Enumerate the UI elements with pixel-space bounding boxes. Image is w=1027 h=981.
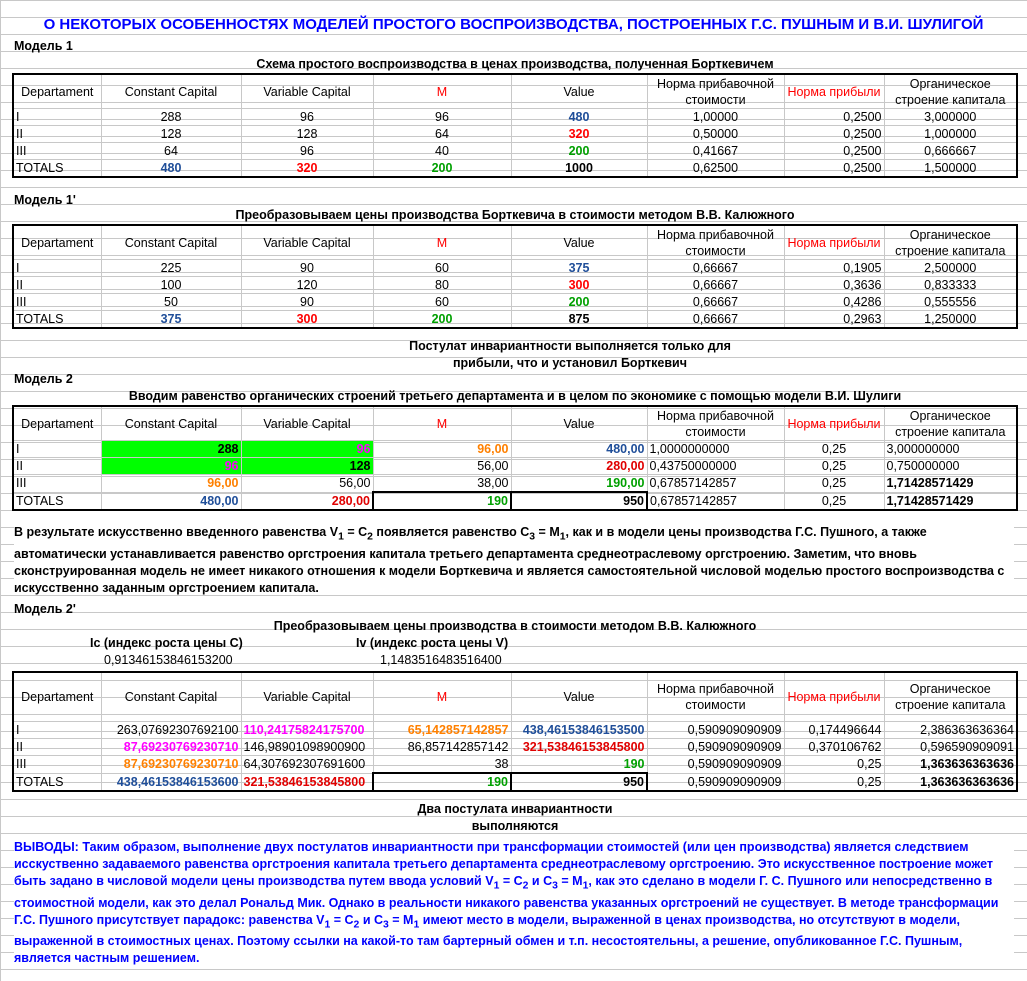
table-cell: , как это сделано в модели Г. С. Пушного или непосредственно в стоимостной модели, как это делал Рональд Мик. Однако в реальности никакого равенства указанных оргстроений не существует. В методе трансформации Г.С. Пушного присутствует парадокс: равенства V — [14, 874, 999, 927]
table-cell: 80 — [373, 277, 511, 294]
table-cell: имеют место в модели, выраженной в ценах производства, но отсутствуют в модели, выраженной в стоимостных ценах. Поэтому ссылки на какой-то там бартерный обмен и т.п. несостоятельны, а решение, опубликованное Г.С. Пушным, является частным решением. — [14, 912, 963, 965]
table-cell: 96 — [241, 109, 373, 126]
table-cell: 96,00 — [101, 475, 241, 493]
model2p-table — [12, 671, 1018, 792]
table-cell: 1,71428571429 — [884, 492, 1017, 510]
table-cell: 480,00 — [511, 441, 647, 458]
table-cell: 1 — [493, 880, 500, 892]
table-row — [13, 722, 1017, 739]
table-cell: 320 — [241, 160, 373, 178]
table-cell: 2 — [353, 919, 360, 930]
table-cell: 0,590909090909 — [647, 722, 784, 739]
table-row — [13, 739, 1017, 756]
model1p-note-2: прибыли, что и установил Борткевич — [453, 356, 687, 370]
table-row — [13, 756, 1017, 774]
table-cell: 950 — [511, 773, 647, 791]
table-cell: 288 — [101, 441, 241, 458]
table-row-totals — [13, 492, 1017, 510]
table-cell: 0,590909090909 — [647, 739, 784, 756]
table-cell: 100 — [101, 277, 241, 294]
table-cell: 0,66667 — [647, 277, 784, 294]
hdr-organic: Органическое строение капитала — [884, 406, 1017, 441]
table-cell: 65,142857142857 — [373, 722, 511, 739]
model2p-note-1: Два постулата инвариантности — [417, 802, 613, 816]
table-cell: 0,590909090909 — [647, 773, 784, 791]
table-cell: 190 — [511, 756, 647, 774]
model2p-caption: Преобразовываем цены производства в стоимости методом В.В. Калюжного — [273, 619, 757, 633]
ic-label: Ic (индекс роста цены C) — [90, 636, 243, 650]
table-cell: 0,25 — [784, 441, 884, 458]
table-cell: 0,2963 — [784, 311, 884, 329]
table-cell: 190 — [373, 492, 511, 510]
table-cell: 87,69230769230710 — [101, 739, 241, 756]
table-cell: 0,2500 — [784, 109, 884, 126]
table-cell: 96 — [101, 458, 241, 475]
model1p-label: Модель 1' — [14, 193, 76, 207]
table-cell: II — [13, 739, 101, 756]
table-cell: 200 — [511, 294, 647, 311]
table-cell: = M — [535, 525, 560, 539]
table-cell: 950 — [511, 492, 647, 510]
table-cell: 0,67857142857 — [647, 492, 784, 510]
hdr-organic: Органическое строение капитала — [884, 74, 1017, 109]
table-cell: 90 — [241, 260, 373, 277]
table-cell: 3,000000000 — [884, 441, 1017, 458]
table-row — [13, 109, 1017, 126]
iv-value: 1,1483516483516400 — [380, 653, 502, 667]
table-cell: I — [13, 722, 101, 739]
table-row-totals — [13, 311, 1017, 329]
model2-table — [12, 405, 1018, 511]
table-cell: ВЫВОДЫ: Таким образом, выполнение двух постулатов инвариантности при трансформации стоимостей (или цен производства) является следствием исскуственно задаваемого равенства оргстроения капитала третьего департамента среднеотраслевому оргстроению. Это искусственное построение может быть задано в числовой модели цены производства путем ввода условий V — [14, 840, 993, 888]
model2-label: Модель 2 — [14, 372, 73, 386]
table-cell: 128 — [241, 458, 373, 475]
table-cell: TOTALS — [13, 311, 101, 329]
table-cell: 438,46153846153500 — [511, 722, 647, 739]
table-cell: 200 — [373, 311, 511, 329]
table-cell: I — [13, 441, 101, 458]
table-cell: 480 — [511, 109, 647, 126]
table-cell: TOTALS — [13, 773, 101, 791]
table-cell: = M — [388, 912, 414, 927]
table-row — [13, 475, 1017, 493]
table-cell: 480,00 — [101, 492, 241, 510]
table-cell: III — [13, 294, 101, 311]
table-cell: 320 — [511, 126, 647, 143]
model2p-note-2: выполняются — [471, 819, 559, 833]
hdr-constant-capital: Constant Capital — [101, 406, 241, 441]
table-cell: 1 — [413, 919, 420, 930]
table-cell: 2 — [367, 531, 373, 543]
table-cell: 56,00 — [373, 458, 511, 475]
model2p-label: Модель 2' — [14, 602, 76, 616]
table-cell: 3 — [529, 531, 536, 543]
table-cell: 0,25 — [784, 492, 884, 510]
hdr-value: Value — [511, 406, 647, 441]
table-cell: 0,2500 — [784, 160, 884, 178]
table-row — [13, 441, 1017, 458]
model1p-note-1: Постулат инвариантности выполняется только для — [409, 339, 731, 353]
table-cell: 2,500000 — [884, 260, 1017, 277]
table-cell: 3 — [552, 880, 558, 892]
table-cell: 146,98901098900900 — [241, 739, 373, 756]
hdr-constant-capital: Constant Capital — [101, 672, 241, 722]
table-cell: 0,2500 — [784, 143, 884, 160]
hdr-variable-capital: Variable Capital — [241, 672, 373, 722]
table-cell: 64 — [373, 126, 511, 143]
table-cell: = C — [330, 912, 354, 927]
hdr-variable-capital: Variable Capital — [241, 74, 373, 109]
table-cell: 0,596590909091 — [884, 739, 1017, 756]
model1p-table — [12, 224, 1018, 329]
table-cell: 50 — [101, 294, 241, 311]
table-cell: 0,25 — [784, 475, 884, 493]
model2-caption: Вводим равенство органических строений третьего департамента и в целом по экономике с помощью модели В.И. Шулиги — [128, 389, 902, 403]
table-cell: 38,00 — [373, 475, 511, 493]
table-cell: 56,00 — [241, 475, 373, 493]
table-cell: 2,386363636364 — [884, 722, 1017, 739]
table-cell: 0,2500 — [784, 126, 884, 143]
model1-caption: Схема простого воспроизводства в ценах производства, полученная Борткевичем — [256, 57, 774, 71]
table-cell: 288 — [101, 109, 241, 126]
table-cell: II — [13, 458, 101, 475]
table-cell: 96,00 — [373, 441, 511, 458]
table-cell: 200 — [511, 143, 647, 160]
table-cell: 1 — [338, 531, 344, 543]
table-cell: 300 — [511, 277, 647, 294]
table-cell: 1 — [582, 880, 589, 892]
hdr-norm-surplus: Норма прибавочной стоимости — [647, 406, 784, 441]
model2-paragraph — [14, 524, 1014, 595]
table-cell: = C — [343, 525, 368, 539]
table-cell: 1,363636363636 — [884, 756, 1017, 774]
table-cell: 1,0000000000 — [647, 441, 784, 458]
hdr-norm-surplus: Норма прибавочной стоимости — [647, 672, 784, 722]
hdr-norm-profit: Норма прибыли — [784, 225, 884, 260]
table-cell: 0,1905 — [784, 260, 884, 277]
hdr-norm-profit: Норма прибыли — [784, 406, 884, 441]
table-row — [13, 294, 1017, 311]
table-cell: 280,00 — [511, 458, 647, 475]
table-row — [13, 277, 1017, 294]
hdr-department: Departament — [13, 672, 101, 722]
hdr-m: M — [373, 225, 511, 260]
table-cell: и C — [528, 874, 553, 888]
model1p-caption: Преобразовываем цены производства Борткевича в стоимости методом В.В. Калюжного — [235, 208, 795, 222]
table-cell: 263,07692307692100 — [101, 722, 241, 739]
table-cell: 3 — [383, 919, 389, 930]
table-cell: 3,000000 — [884, 109, 1017, 126]
table-cell: и C — [359, 912, 384, 927]
hdr-m: M — [373, 406, 511, 441]
hdr-variable-capital: Variable Capital — [241, 406, 373, 441]
table-cell: = C — [499, 874, 523, 888]
table-cell: 300 — [241, 311, 373, 329]
table-cell: 1000 — [511, 160, 647, 178]
table-cell: 2 — [522, 880, 529, 892]
hdr-value: Value — [511, 225, 647, 260]
table-cell: 1,250000 — [884, 311, 1017, 329]
table-cell: 128 — [101, 126, 241, 143]
table-cell: появляется равенство C — [372, 525, 530, 539]
table-cell: 96 — [241, 143, 373, 160]
table-cell: 438,46153846153600 — [101, 773, 241, 791]
table-cell: 96 — [373, 109, 511, 126]
table-cell: 280,00 — [241, 492, 373, 510]
table-cell: В результате искусственно введенного равенства V — [14, 525, 339, 539]
table-cell: II — [13, 126, 101, 143]
table-cell: 225 — [101, 260, 241, 277]
ic-value: 0,91346153846153200 — [104, 653, 233, 667]
table-cell: 96 — [241, 441, 373, 458]
table-cell: 375 — [511, 260, 647, 277]
table-cell: III — [13, 475, 101, 493]
table-cell: 0,750000000 — [884, 458, 1017, 475]
table-cell: 0,590909090909 — [647, 756, 784, 774]
hdr-variable-capital: Variable Capital — [241, 225, 373, 260]
table-cell: 1,500000 — [884, 160, 1017, 178]
hdr-m: M — [373, 672, 511, 722]
table-cell: 1 — [559, 531, 566, 543]
hdr-constant-capital: Constant Capital — [101, 225, 241, 260]
table-cell: 200 — [373, 160, 511, 178]
table-cell: III — [13, 756, 101, 774]
table-cell: 90 — [241, 294, 373, 311]
hdr-department: Departament — [13, 406, 101, 441]
hdr-norm-profit: Норма прибыли — [784, 672, 884, 722]
table-cell: 0,25 — [784, 773, 884, 791]
table-cell: 0,67857142857 — [647, 475, 784, 493]
table-cell: 40 — [373, 143, 511, 160]
table-cell: 0,62500 — [647, 160, 784, 178]
table-cell: 0,41667 — [647, 143, 784, 160]
hdr-norm-surplus: Норма прибавочной стоимости — [647, 225, 784, 260]
table-cell: 60 — [373, 260, 511, 277]
table-cell: III — [13, 143, 101, 160]
hdr-value: Value — [511, 672, 647, 722]
table-cell: 128 — [241, 126, 373, 143]
table-row-totals — [13, 773, 1017, 791]
table-cell: 0,43750000000 — [647, 458, 784, 475]
table-cell: 0,25 — [784, 458, 884, 475]
table-cell: 64,307692307691600 — [241, 756, 373, 774]
table-cell: 0,66667 — [647, 311, 784, 329]
table-cell: 1 — [324, 919, 331, 930]
table-cell: 0,25 — [784, 756, 884, 774]
hdr-organic: Органическое строение капитала — [884, 672, 1017, 722]
table-cell: 1,71428571429 — [884, 475, 1017, 493]
table-cell: 321,53846153845800 — [511, 739, 647, 756]
table-row — [13, 458, 1017, 475]
table-cell: 1,00000 — [647, 109, 784, 126]
table-cell: 190 — [373, 773, 511, 791]
table-cell: TOTALS — [13, 492, 101, 510]
table-cell: 480 — [101, 160, 241, 178]
hdr-norm-surplus: Норма прибавочной стоимости — [647, 74, 784, 109]
iv-label: Iv (индекс роста цены V) — [356, 636, 509, 650]
table-cell: 0,174496644 — [784, 722, 884, 739]
table-cell: II — [13, 277, 101, 294]
table-cell: 375 — [101, 311, 241, 329]
table-cell: = M — [557, 874, 583, 888]
hdr-department: Departament — [13, 225, 101, 260]
table-row-totals — [13, 160, 1017, 178]
table-cell: 1,363636363636 — [884, 773, 1017, 791]
hdr-organic: Органическое строение капитала — [884, 225, 1017, 260]
table-row — [13, 126, 1017, 143]
table-cell: TOTALS — [13, 160, 101, 178]
table-cell: , как и в модели цены производства Г.С. Пушного, а также автоматически устанавливается равенство оргстроения капитала третьего департамента среднеотраслевому оргстроению. Заметим, что вновь сконструированная модель не имеет никакого отношения к модели Борткевича и является самостоятельной числовой моделью простого воспроизводства с искусственно заданным оргстроением капитала. — [14, 525, 1005, 595]
model1-label: Модель 1 — [14, 39, 73, 53]
table-cell: 120 — [241, 277, 373, 294]
table-cell: I — [13, 109, 101, 126]
table-cell: 0,3636 — [784, 277, 884, 294]
hdr-constant-capital: Constant Capital — [101, 74, 241, 109]
table-cell: I — [13, 260, 101, 277]
hdr-norm-profit: Норма прибыли — [784, 74, 884, 109]
table-cell: 0,555556 — [884, 294, 1017, 311]
hdr-department: Departament — [13, 74, 101, 109]
table-cell: 0,370106762 — [784, 739, 884, 756]
table-cell: 86,857142857142 — [373, 739, 511, 756]
table-cell: 0,66667 — [647, 294, 784, 311]
table-cell: 0,833333 — [884, 277, 1017, 294]
document-title: О НЕКОТОРЫХ ОСОБЕННОСТЯХ МОДЕЛЕЙ ПРОСТОГО ВОСПРОИЗВОДСТВА, ПОСТРОЕННЫХ Г.С. ПУШНЫМ И В.И. ШУЛИГОЙ — [43, 16, 984, 33]
table-cell: 87,69230769230710 — [101, 756, 241, 774]
hdr-m: M — [373, 74, 511, 109]
table-cell: 110,24175824175700 — [241, 722, 373, 739]
hdr-value: Value — [511, 74, 647, 109]
table-cell: 0,66667 — [647, 260, 784, 277]
table-cell: 0,666667 — [884, 143, 1017, 160]
table-cell: 190,00 — [511, 475, 647, 493]
table-cell: 38 — [373, 756, 511, 774]
table-cell: 321,53846153845800 — [241, 773, 373, 791]
conclusion-paragraph — [14, 839, 1014, 967]
table-row — [13, 143, 1017, 160]
table-cell: 875 — [511, 311, 647, 329]
table-cell: 64 — [101, 143, 241, 160]
table-row — [13, 260, 1017, 277]
table-cell: 0,50000 — [647, 126, 784, 143]
table-cell: 60 — [373, 294, 511, 311]
table-cell: 1,000000 — [884, 126, 1017, 143]
model1-table — [12, 73, 1018, 178]
table-cell: 0,4286 — [784, 294, 884, 311]
